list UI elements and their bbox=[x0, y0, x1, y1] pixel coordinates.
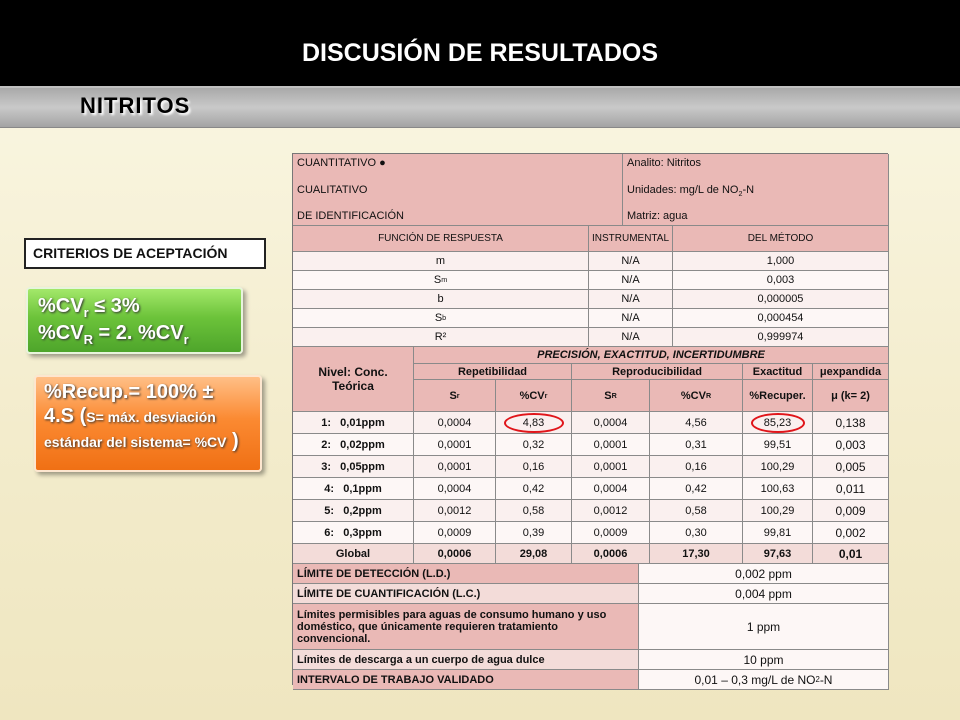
method-type-2: DE IDENTIFICACIÓN bbox=[297, 210, 404, 222]
units-label: Unidades: mg/L de $NO_2-N$ bbox=[627, 183, 755, 198]
sR-cell: 0,0012 bbox=[572, 500, 650, 522]
cvR-cell: 4,56 bbox=[650, 412, 743, 434]
sR-cell: 0,0004 bbox=[572, 412, 650, 434]
limit-value: 0,004 ppm bbox=[639, 584, 889, 604]
group-expanded-uncertainty: μexpandida bbox=[813, 364, 889, 380]
global-cvR: 17,30 bbox=[650, 544, 743, 564]
method-type-0: CUANTITATIVO ● bbox=[297, 157, 386, 169]
function-param: b bbox=[293, 290, 589, 309]
analyte-info-block bbox=[623, 154, 889, 226]
limit-value: 10 ppm bbox=[639, 650, 889, 670]
limit-label: INTERVALO DE TRABAJO VALIDADO bbox=[293, 670, 639, 690]
sr-cell: 0,0001 bbox=[414, 434, 496, 456]
limit-label: LÍMITE DE DETECCIÓN (L.D.) bbox=[293, 564, 639, 584]
column-header: %Recuper. bbox=[743, 380, 813, 412]
cvR-cell: 0,31 bbox=[650, 434, 743, 456]
group-reproducibility: Reproducibilidad bbox=[572, 364, 743, 380]
uncertainty-cell: 0,009 bbox=[813, 500, 889, 522]
matrix-label: Matriz: agua bbox=[627, 210, 688, 222]
section-title: NITRITOS bbox=[80, 93, 191, 118]
level-cell: 1: 0,01ppm bbox=[293, 412, 414, 434]
column-header: μ (k= 2) bbox=[813, 380, 889, 412]
cvR-cell: 0,30 bbox=[650, 522, 743, 544]
instrumental-header: INSTRUMENTAL bbox=[589, 226, 673, 252]
cv-repeatability-criterion: $\%CV_r \le 3\%$ bbox=[38, 295, 140, 320]
function-instrumental: N/A bbox=[589, 328, 673, 347]
function-param: m bbox=[293, 252, 589, 271]
limit-label: Límites permisibles para aguas de consumo humano y uso doméstico, que únicamente requieren tratamiento convencional. bbox=[293, 604, 639, 650]
function-header: FUNCIÓN DE RESPUESTA bbox=[293, 226, 589, 252]
column-header: S r bbox=[414, 380, 496, 412]
level-cell: 5: 0,2ppm bbox=[293, 500, 414, 522]
function-param: S m bbox=[293, 271, 589, 290]
function-instrumental: N/A bbox=[589, 271, 673, 290]
recovery-cell: 100,29 bbox=[743, 456, 813, 478]
function-method: 0,003 bbox=[673, 271, 889, 290]
sR-cell: 0,0001 bbox=[572, 434, 650, 456]
global-uncertainty: 0,01 bbox=[813, 544, 889, 564]
global-cvr: 29,08 bbox=[496, 544, 572, 564]
cvr-cell: 0,42 bbox=[496, 478, 572, 500]
recovery-criteria-box bbox=[34, 375, 262, 472]
uncertainty-cell: 0,138 bbox=[813, 412, 889, 434]
function-method: 1,000 bbox=[673, 252, 889, 271]
subtitle-bar bbox=[0, 88, 960, 128]
global-label: Global bbox=[293, 544, 414, 564]
uncertainty-cell: 0,005 bbox=[813, 456, 889, 478]
column-header: %CV r bbox=[496, 380, 572, 412]
recovery-line-1: %Recup.= 100% ± bbox=[44, 381, 214, 403]
function-instrumental: N/A bbox=[589, 309, 673, 328]
level-cell: 6: 0,3ppm bbox=[293, 522, 414, 544]
method-header: DEL MÉTODO bbox=[673, 226, 889, 252]
cvr-cell: 0,58 bbox=[496, 500, 572, 522]
global-sR: 0,0006 bbox=[572, 544, 650, 564]
recovery-cell: 99,51 bbox=[743, 434, 813, 456]
criteria-label: CRITERIOS DE ACEPTACIÓN bbox=[24, 238, 266, 269]
limit-label: LÍMITE DE CUANTIFICACIÓN (L.C.) bbox=[293, 584, 639, 604]
function-instrumental: N/A bbox=[589, 290, 673, 309]
global-sr: 0,0006 bbox=[414, 544, 496, 564]
limit-value: 0,01 – 0,3 mg/L de NO 2 -N bbox=[639, 670, 889, 690]
cvR-cell: 0,16 bbox=[650, 456, 743, 478]
cvr-cell: 0,39 bbox=[496, 522, 572, 544]
uncertainty-cell: 0,003 bbox=[813, 434, 889, 456]
group-accuracy: Exactitud bbox=[743, 364, 813, 380]
sR-cell: 0,0001 bbox=[572, 456, 650, 478]
method-type-1: CUALITATIVO bbox=[297, 183, 368, 196]
recovery-line-3: estándar del sistema= %CV ) bbox=[44, 430, 239, 452]
level-cell: 3: 0,05ppm bbox=[293, 456, 414, 478]
limit-value: 1 ppm bbox=[639, 604, 889, 650]
sr-cell: 0,0009 bbox=[414, 522, 496, 544]
uncertainty-cell: 0,002 bbox=[813, 522, 889, 544]
cvr-cell: 0,16 bbox=[496, 456, 572, 478]
level-cell: 4: 0,1ppm bbox=[293, 478, 414, 500]
precision-title: PRECISIÓN, EXACTITUD, INCERTIDUMBRE bbox=[414, 347, 889, 364]
function-method: 0,000454 bbox=[673, 309, 889, 328]
sr-cell: 0,0001 bbox=[414, 456, 496, 478]
function-instrumental: N/A bbox=[589, 252, 673, 271]
level-header: Nivel: Conc. Teórica bbox=[293, 347, 414, 412]
limit-value: 0,002 ppm bbox=[639, 564, 889, 584]
global-recovery: 97,63 bbox=[743, 544, 813, 564]
cvR-cell: 0,58 bbox=[650, 500, 743, 522]
uncertainty-cell: 0,011 bbox=[813, 478, 889, 500]
cvr-cell: 4,83 bbox=[496, 412, 572, 434]
group-repeatability: Repetibilidad bbox=[414, 364, 572, 380]
results-table bbox=[292, 153, 888, 685]
cvr-cell: 0,32 bbox=[496, 434, 572, 456]
page-title: DISCUSIÓN DE RESULTADOS bbox=[301, 39, 659, 67]
function-method: 0,000005 bbox=[673, 290, 889, 309]
cv-reproducibility-criterion: $\%CV_R = 2$. $\%CV_r$ bbox=[38, 322, 189, 347]
method-type-block bbox=[293, 154, 623, 226]
cvR-cell: 0,42 bbox=[650, 478, 743, 500]
recovery-cell: 85,23 bbox=[743, 412, 813, 434]
column-header: %CV R bbox=[650, 380, 743, 412]
sR-cell: 0,0004 bbox=[572, 478, 650, 500]
sr-cell: 0,0004 bbox=[414, 478, 496, 500]
recovery-cell: 100,63 bbox=[743, 478, 813, 500]
sr-cell: 0,0012 bbox=[414, 500, 496, 522]
column-header: S R bbox=[572, 380, 650, 412]
title-bar bbox=[0, 0, 960, 88]
function-param: S b bbox=[293, 309, 589, 328]
cv-criteria-box bbox=[26, 287, 243, 354]
analyte-label: Analito: Nitritos bbox=[627, 157, 701, 169]
function-param: R² bbox=[293, 328, 589, 347]
recovery-line-2: 4.S (S= máx. desviación bbox=[44, 405, 216, 427]
level-cell: 2: 0,02ppm bbox=[293, 434, 414, 456]
function-method: 0,999974 bbox=[673, 328, 889, 347]
sr-cell: 0,0004 bbox=[414, 412, 496, 434]
limit-label: Límites de descarga a un cuerpo de agua dulce bbox=[293, 650, 639, 670]
recovery-cell: 100,29 bbox=[743, 500, 813, 522]
sR-cell: 0,0009 bbox=[572, 522, 650, 544]
recovery-cell: 99,81 bbox=[743, 522, 813, 544]
